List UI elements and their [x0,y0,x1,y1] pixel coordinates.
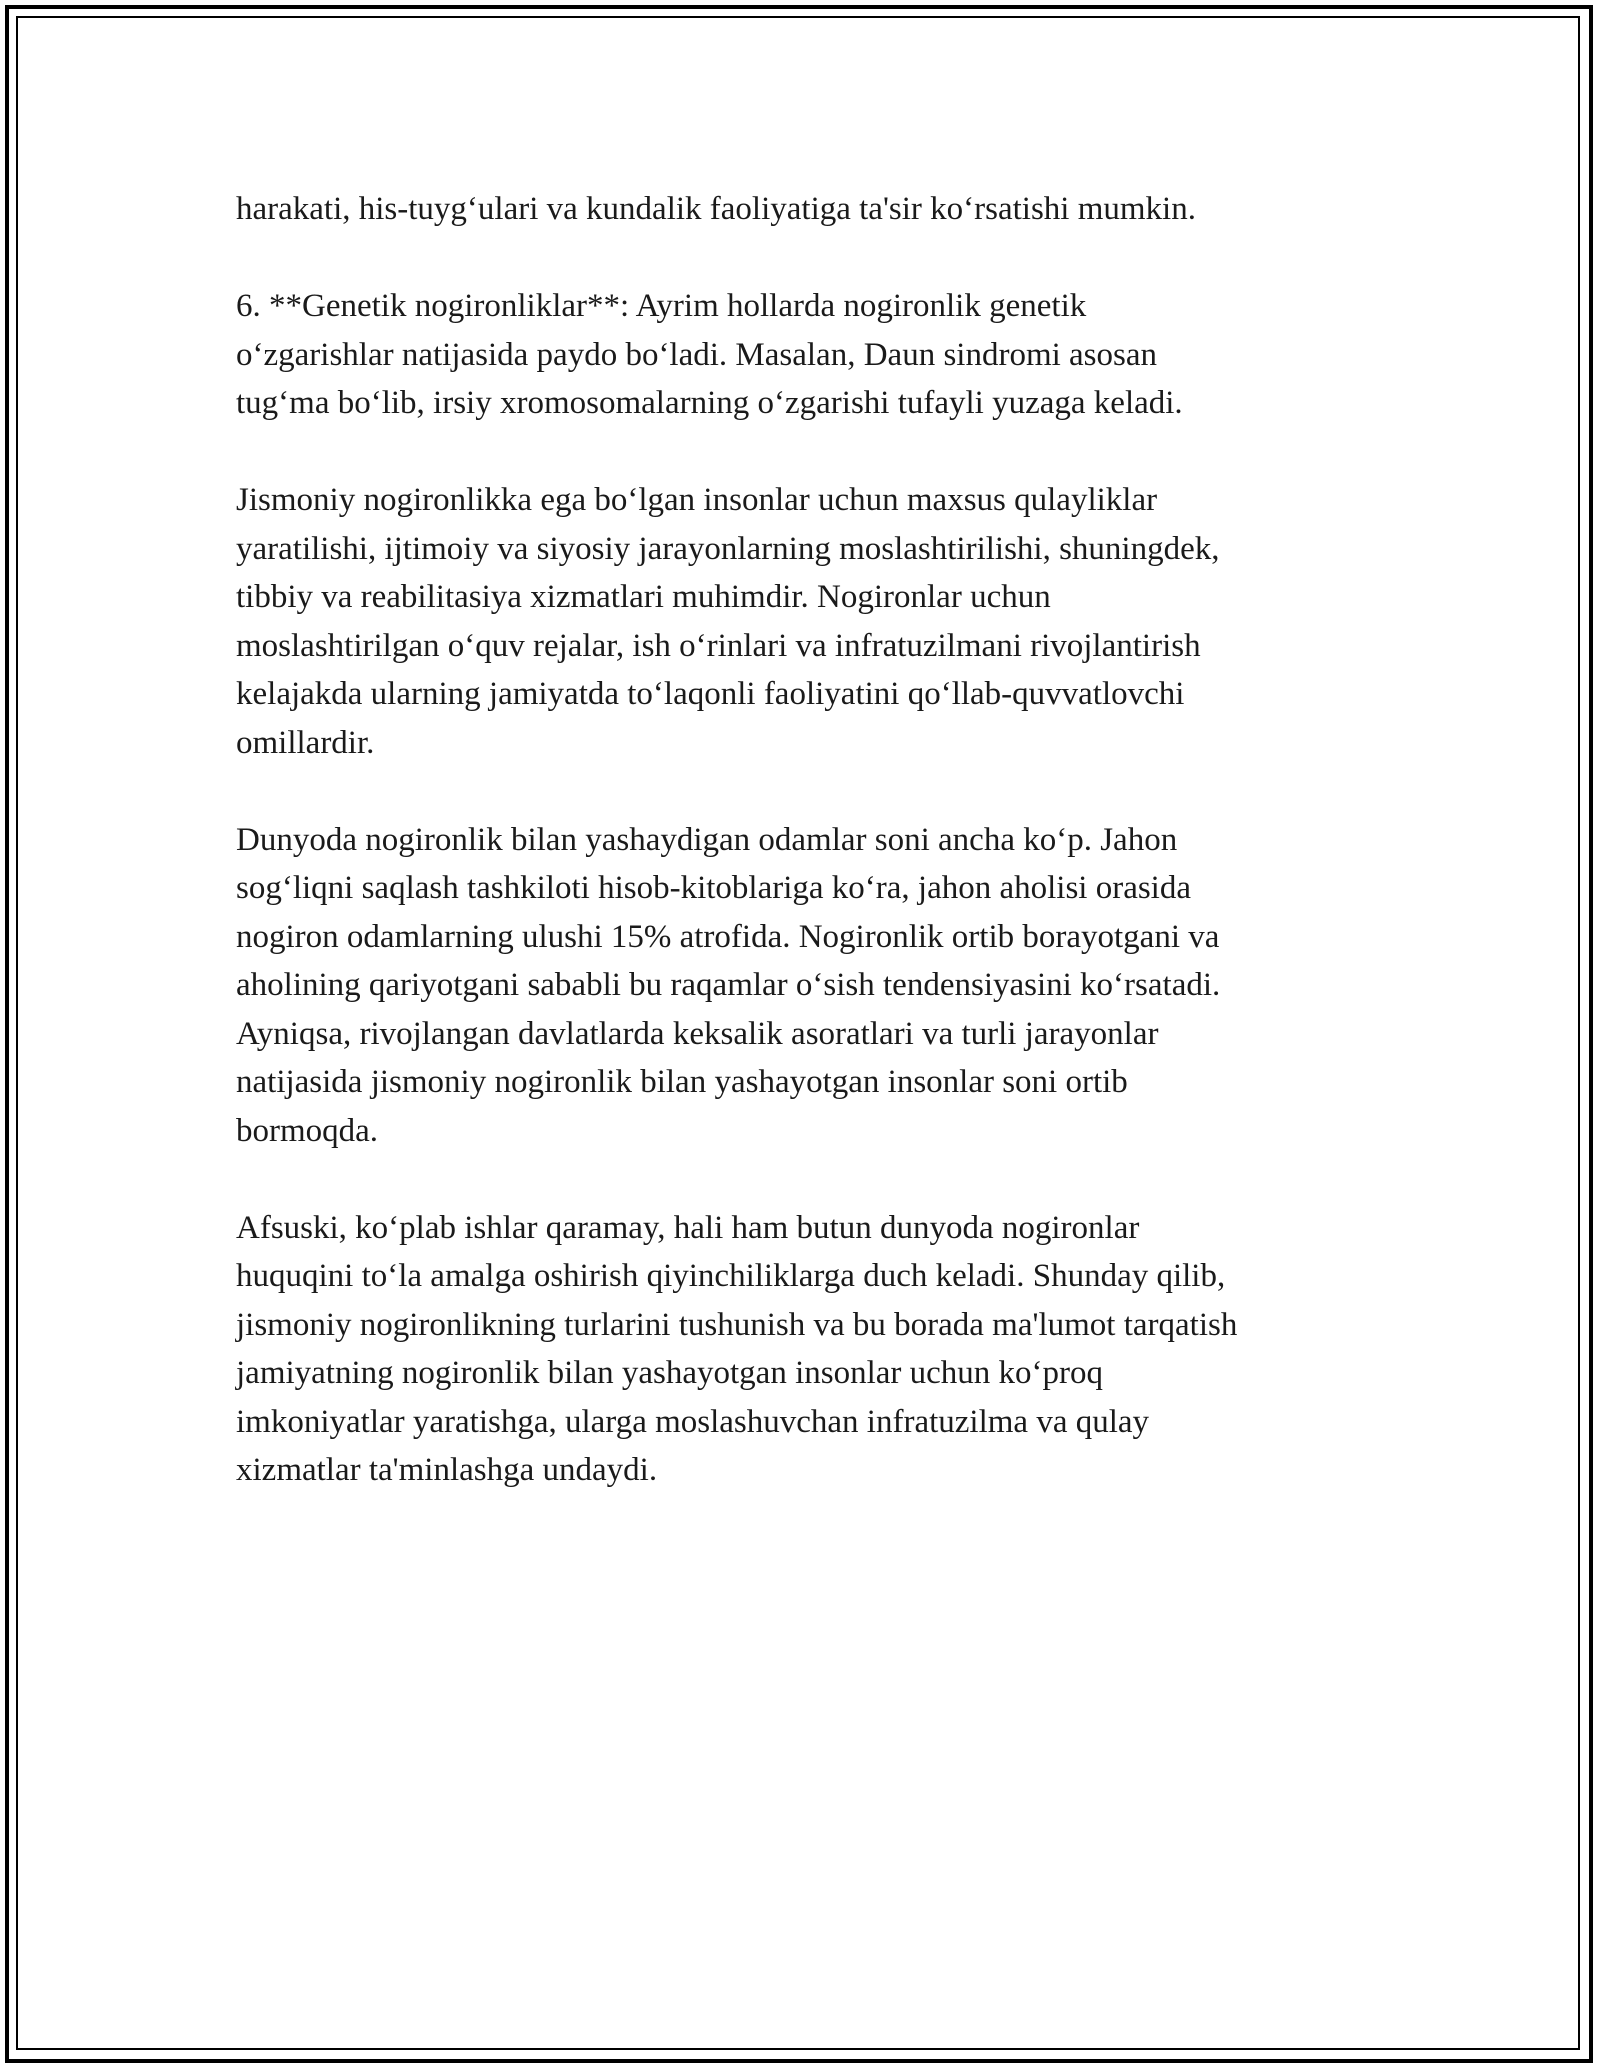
text-line: 6. **Genetik nogironliklar**: Ayrim hollarda nogironlik genetik [236,288,1087,324]
text-line: sog‘liqni saqlash tashkiloti hisob-kitoblariga ko‘ra, jahon aholisi orasida [236,870,1192,906]
paragraph-1 [236,185,1366,234]
paragraph-5 [236,1204,1366,1495]
text-line: Dunyoda nogironlik bilan yashaydigan odamlar soni ancha ko‘p. Jahon [236,821,1178,858]
text-line: huquqini to‘la amalga oshirish qiyinchiliklarga duch keladi. Shunday qilib, [236,1258,1226,1294]
text-line: kelajakda ularning jamiyatda to‘laqonli faoliyatini qo‘llab-quvvatlovchi [236,676,1185,712]
text-line: nogiron odamlarning ulushi 15% atrofida. Nogironlik ortib borayotgani va [236,918,1220,955]
paragraph-3 [236,476,1366,767]
text-line: moslashtirilgan o‘quv rejalar, ish o‘rinlari va infratuzilmani rivojlantirish [236,627,1201,664]
text-line: bormoqda. [236,1112,379,1149]
document-body [236,185,1366,1543]
text-line: natijasida jismoniy nogironlik bilan yashayotgan insonlar soni ortib [236,1064,1128,1100]
text-line: harakati, his-tuyg‘ulari va kundalik faoliyatiga ta'sir ko‘rsatishi mumkin. [236,191,1196,227]
text-line: Afsuski, ko‘plab ishlar qaramay, hali ham butun dunyoda nogironlar [236,1209,1140,1246]
text-line: aholining qariyotgani sababli bu raqamlar o‘sish tendensiyasini ko‘rsatadi. [236,967,1221,1003]
text-line: jismoniy nogironlikning turlarini tushunish va bu borada ma'lumot tarqatish [236,1306,1238,1343]
text-line: Jismoniy nogironlikka ega bo‘lgan insonlar uchun maxsus qulayliklar [236,482,1158,518]
text-line: tug‘ma bo‘lib, irsiy xromosomalarning o‘zgarishi tufayli yuzaga keladi. [236,385,1183,421]
text-line: Ayniqsa, rivojlangan davlatlarda keksalik asoratlari va turli jarayonlar [236,1015,1159,1052]
paragraph-4 [236,816,1366,1156]
text-line: jamiyatning nogironlik bilan yashayotgan insonlar uchun ko‘proq [236,1355,1104,1391]
text-line: omillardir. [236,724,375,761]
text-line: imkoniyatlar yaratishga, ularga moslashuvchan infratuzilma va qulay [236,1403,1150,1440]
text-line: xizmatlar ta'minlashga undaydi. [236,1452,658,1488]
text-line: o‘zgarishlar natijasida paydo bo‘ladi. Masalan, Daun sindromi asosan [236,336,1158,373]
paragraph-2 [236,282,1366,428]
text-line: tibbiy va reabilitasiya xizmatlari muhimdir. Nogironlar uchun [236,579,1051,615]
text-line: yaratilishi, ijtimoiy va siyosiy jarayonlarning moslashtirilishi, shuningdek, [236,530,1220,567]
